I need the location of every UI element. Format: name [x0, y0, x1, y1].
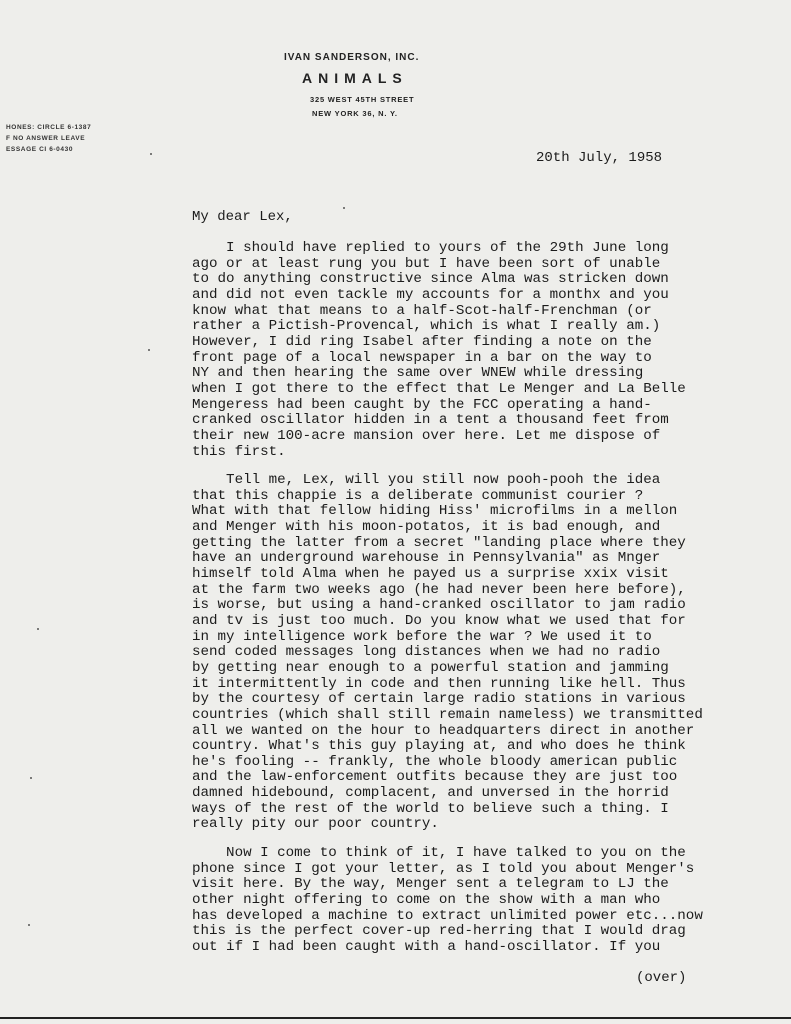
letter-line: damned hidebound, complacent, and unversed in the horrid [192, 785, 669, 802]
paper-speck [28, 924, 30, 926]
phone-line-2: F NO ANSWER LEAVE [6, 135, 86, 142]
letter-line: countries (which shall still remain nameless) we transmitted [192, 706, 703, 723]
letter-line: to do anything constructive since Alma was stricken down [192, 271, 669, 288]
letter-line: he's fooling -- frankly, the whole bloody american public [192, 753, 678, 770]
letter-line: by the courtesy of certain large radio stations in various [192, 691, 686, 708]
letter-line: himself told Alma when he payed us a surprise xxix visit [192, 565, 669, 582]
letter-line: it intermittently in code and then running like hell. Thus [192, 675, 686, 692]
letter-line: other night offering to come on the show with a man who [192, 891, 661, 908]
letter-line: phone since I got your letter, as I told you about Menger's [192, 860, 695, 877]
paragraph-3 [192, 846, 703, 956]
letter-line: cranked oscillator hidden in a tent a thousand feet from [192, 412, 669, 429]
letter-line: this is the perfect cover-up red-herring that I would drag [192, 923, 686, 940]
letter-line: Now I come to think of it, I have talked to you on the [192, 845, 686, 861]
paper-speck [343, 207, 345, 209]
letter-line: all we wanted on the hour to headquarters direct in another [192, 722, 695, 739]
letter-line: NY and then hearing the same over WNEW while dressing [192, 365, 644, 382]
letter-line: have an underground warehouse in Pennsylvania" as Mnger [192, 550, 661, 567]
letter-line: really pity our poor country. [192, 816, 439, 833]
letter-line: this first. [192, 443, 286, 460]
phone-line-1: HONES: CIRCLE 6-1387 [6, 124, 92, 131]
paragraph-1 [192, 241, 686, 460]
letter-line: What with that fellow hiding Hiss' microfilms in a mellon [192, 503, 678, 520]
page-bottom-edge [0, 1017, 791, 1019]
letter-line: send coded messages long distances when we had no radio [192, 644, 661, 661]
paper-speck [37, 628, 39, 630]
paper-speck [30, 777, 32, 779]
letterhead-company: IVAN SANDERSON, INC. [284, 52, 420, 63]
letter-line: Tell me, Lex, will you still now pooh-pooh the idea [192, 472, 661, 488]
salutation: My dear Lex, [192, 209, 293, 225]
letter-line: ways of the rest of the world to believe such a thing. I [192, 800, 669, 817]
letter-line: front page of a local newspaper in a bar on the way to [192, 349, 652, 366]
letter-line: by getting near enough to a powerful station and jamming [192, 659, 669, 676]
letter-line: ago or at least rung you but I have been sort of unable [192, 255, 661, 272]
paragraph-2 [192, 473, 703, 833]
letterhead-address-street: 325 WEST 45TH STREET [310, 95, 415, 104]
letter-line: in my intelligence work before the war ? We used it to [192, 628, 652, 645]
letter-line: out if I had been caught with a hand-oscillator. If you [192, 938, 661, 955]
letter-line: Mengeress had been caught by the FCC operating a hand- [192, 396, 652, 413]
letter-line: country. What's this guy playing at, and who does he think [192, 738, 686, 755]
letter-line: I should have replied to yours of the 29th June long [192, 240, 669, 256]
continuation-mark: (over) [636, 970, 687, 986]
letterhead-address-city: NEW YORK 36, N. Y. [312, 109, 398, 118]
paper-speck [150, 153, 152, 155]
letter-line: and the law-enforcement outfits because they are just too [192, 769, 678, 786]
letter-line: their new 100-acre mansion over here. Let me dispose of [192, 427, 661, 444]
letter-line: rather a Pictish-Provencal, which is what I really am.) [192, 318, 661, 335]
letter-line: visit here. By the way, Menger sent a telegram to LJ the [192, 876, 669, 893]
paper-speck [148, 349, 150, 351]
letter-line: know what that means to a half-Scot-half-Frenchman (or [192, 302, 652, 319]
letter-date: 20th July, 1958 [536, 150, 663, 166]
letter-line: and Menger with his moon-potatos, it is bad enough, and [192, 518, 661, 535]
letter-line: that this chappie is a deliberate communist courier ? [192, 487, 644, 504]
letter-line: when I got there to the effect that Le Menger and La Belle [192, 380, 686, 397]
phone-block [6, 122, 91, 155]
letter-line: at the farm two weeks ago (he had never been here before), [192, 581, 686, 598]
letterhead-title: ANIMALS [302, 70, 408, 86]
letter-line: is worse, but using a hand-cranked oscillator to jam radio [192, 597, 686, 614]
letter-line: getting the latter from a secret "landing place where they [192, 534, 686, 551]
letter-line: has developed a machine to extract unlimited power etc...now [192, 907, 703, 924]
letter-line: and tv is just too much. Do you know what we used that for [192, 612, 686, 629]
letter-line: and did not even tackle my accounts for a monthx and you [192, 286, 669, 303]
phone-line-3: ESSAGE CI 6-0430 [6, 146, 74, 153]
letter-line: However, I did ring Isabel after finding a note on the [192, 333, 652, 350]
